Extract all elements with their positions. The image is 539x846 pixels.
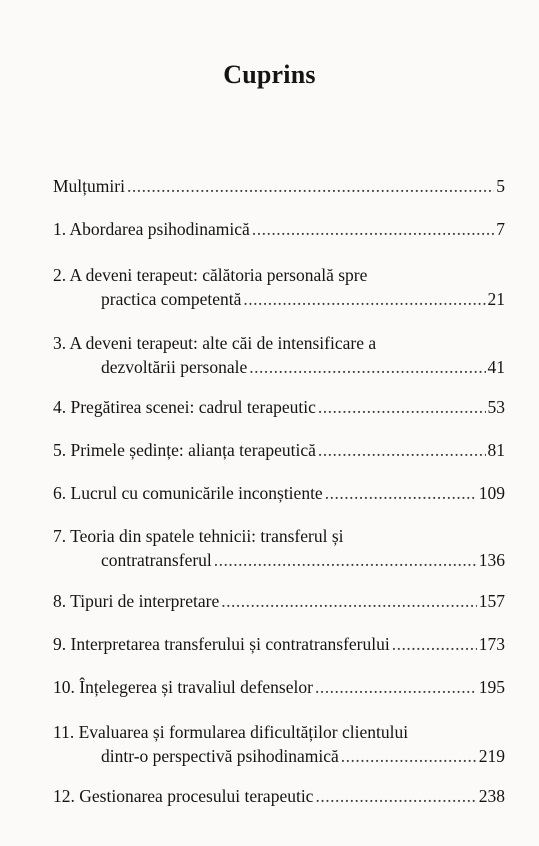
toc-entry-title: Mulțumiri bbox=[53, 176, 125, 196]
dot-leader bbox=[214, 548, 477, 572]
toc-entry-last-line bbox=[53, 632, 505, 656]
toc-entry-title: 10. Înțelegerea și travaliul defenselor bbox=[53, 677, 313, 697]
dot-leader bbox=[325, 481, 477, 505]
toc-entry-last-line bbox=[53, 589, 505, 613]
toc-page-number: 173 bbox=[478, 634, 505, 654]
toc-entry-title: 8. Tipuri de interpretare bbox=[53, 591, 220, 611]
dot-leader bbox=[341, 744, 477, 768]
dot-leader bbox=[127, 174, 494, 198]
toc-entry bbox=[53, 481, 505, 505]
toc-entry-title: 11. Evaluarea și formularea dificultăților clientului bbox=[53, 722, 409, 742]
toc-entry-last-line bbox=[53, 174, 505, 198]
toc-entry-line bbox=[53, 263, 505, 287]
toc-entry-title: 6. Lucrul cu comunicările inconștiente bbox=[53, 483, 323, 503]
toc-entry-title: 9. Interpretarea transferului și contratransferului bbox=[53, 634, 390, 654]
toc-entry bbox=[53, 331, 505, 379]
toc-entry bbox=[53, 589, 505, 613]
dot-leader bbox=[249, 355, 485, 379]
toc-page-number: 81 bbox=[487, 440, 505, 460]
toc-entry-last-line bbox=[53, 395, 505, 419]
toc-page-number: 21 bbox=[487, 289, 505, 309]
toc-entry-title: 1. Abordarea psihodinamică bbox=[53, 219, 250, 239]
toc-entry bbox=[53, 174, 505, 198]
dot-leader bbox=[221, 589, 477, 613]
toc-entry-line bbox=[53, 524, 505, 548]
toc-entry-last-line bbox=[53, 744, 505, 768]
dot-leader bbox=[392, 632, 477, 656]
toc-entry-title: 4. Pregătirea scenei: cadrul terapeutic bbox=[53, 397, 316, 417]
toc-entry-last-line bbox=[53, 784, 505, 808]
toc-entry-title: 7. Teoria din spatele tehnicii: transferul și bbox=[53, 526, 344, 546]
dot-leader bbox=[243, 287, 485, 311]
toc-page-number: 7 bbox=[496, 219, 505, 239]
toc-page-number: 109 bbox=[478, 483, 505, 503]
dot-leader bbox=[318, 395, 486, 419]
toc-entry-last-line bbox=[53, 217, 505, 241]
toc-entry bbox=[53, 524, 505, 572]
toc-entry-title: 2. A deveni terapeut: călătoria personală spre bbox=[53, 265, 368, 285]
toc-page-number: 195 bbox=[478, 677, 505, 697]
toc-entry-last-line bbox=[53, 287, 505, 311]
toc-entry bbox=[53, 720, 505, 768]
toc-entry-title: dintr-o perspectivă psihodinamică bbox=[101, 746, 339, 766]
toc-entry bbox=[53, 263, 505, 311]
dot-leader bbox=[315, 675, 477, 699]
toc-entry bbox=[53, 632, 505, 656]
toc-entry-last-line bbox=[53, 355, 505, 379]
toc-entry-title: contratransferul bbox=[101, 550, 212, 570]
toc-page-number: 5 bbox=[496, 176, 505, 196]
toc-entry-title: 12. Gestionarea procesului terapeutic bbox=[53, 786, 314, 806]
toc-entry bbox=[53, 675, 505, 699]
toc-entry bbox=[53, 217, 505, 241]
toc-entry-line bbox=[53, 331, 505, 355]
toc-page-number: 53 bbox=[487, 397, 505, 417]
toc-entry-last-line bbox=[53, 438, 505, 462]
toc-entry bbox=[53, 438, 505, 462]
toc-entry-last-line bbox=[53, 548, 505, 572]
dot-leader bbox=[252, 217, 494, 241]
toc-page-number: 136 bbox=[478, 550, 505, 570]
toc-entry-line bbox=[53, 720, 505, 744]
dot-leader bbox=[318, 438, 486, 462]
toc-entry-title: dezvoltării personale bbox=[101, 357, 248, 377]
toc-page-number: 219 bbox=[478, 746, 505, 766]
toc-page-number: 238 bbox=[478, 786, 505, 806]
dot-leader bbox=[315, 784, 476, 808]
page-title: Cuprins bbox=[223, 60, 316, 89]
toc-entry bbox=[53, 784, 505, 808]
toc-entry-last-line bbox=[53, 481, 505, 505]
toc-entry bbox=[53, 395, 505, 419]
toc-entry-title: 5. Primele ședințe: alianța terapeutică bbox=[53, 440, 316, 460]
toc-entry-title: practica competentă bbox=[101, 289, 242, 309]
toc-entry-last-line bbox=[53, 675, 505, 699]
toc-entry-title: 3. A deveni terapeut: alte căi de intensificare a bbox=[53, 333, 377, 353]
toc-page-number: 41 bbox=[487, 357, 505, 377]
toc-page-number: 157 bbox=[478, 591, 505, 611]
